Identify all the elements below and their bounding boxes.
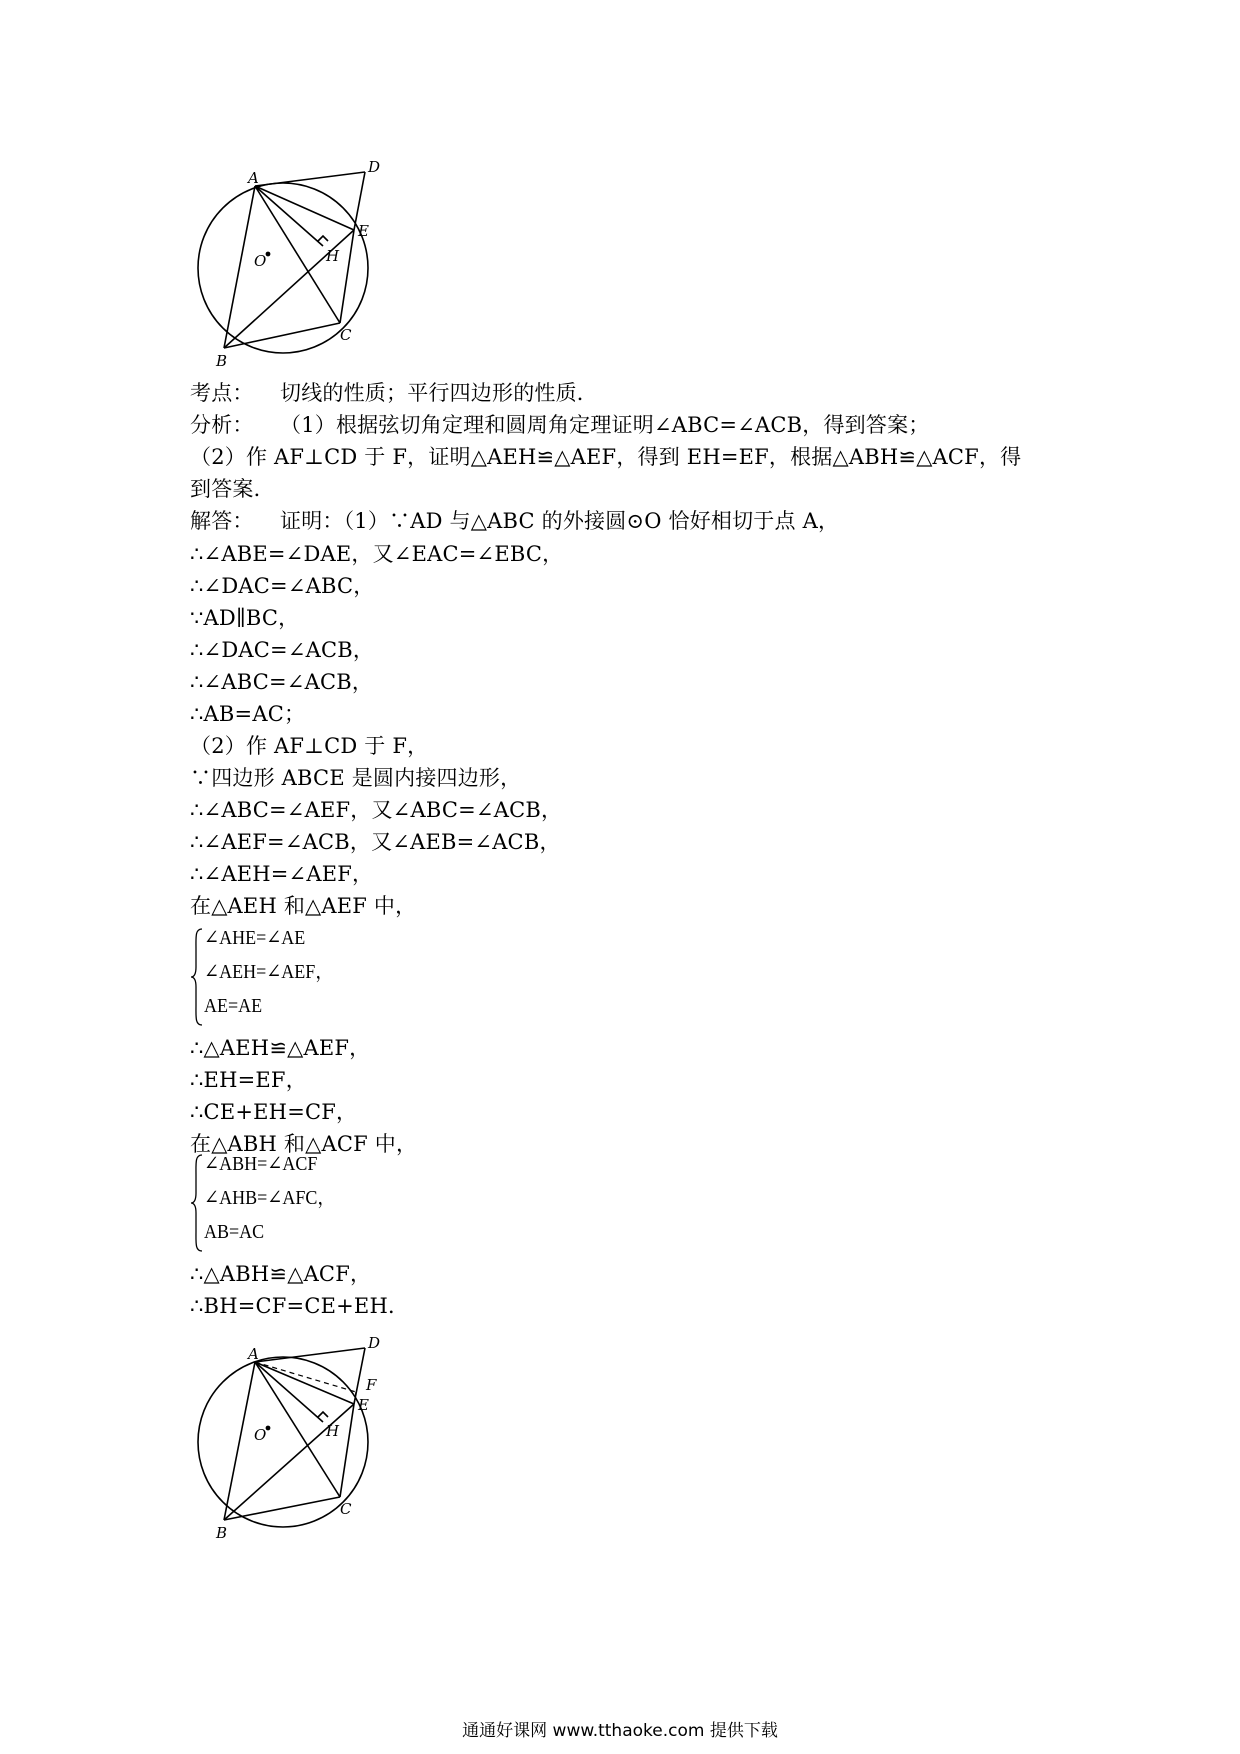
label-f: F	[366, 1376, 377, 1394]
proof-line: 在△ABH 和△ACF 中，	[190, 1132, 418, 1156]
jieda-text-1: 证明：（1）∵AD 与△ABC 的外接圆⊙O 恰好相切于点 A，	[280, 509, 840, 533]
label-d: D	[368, 1334, 381, 1352]
proof-line: ∴BH=CF=CE+EH．	[190, 1294, 410, 1318]
center-dot	[266, 1426, 271, 1431]
proof-line: ∴AB=AC；	[190, 702, 306, 726]
left-brace-icon	[190, 927, 204, 1027]
segment-ah	[255, 1362, 323, 1422]
geometry-figure-2	[180, 1334, 395, 1540]
label-o: O	[254, 252, 267, 270]
right-angle-mark	[318, 1412, 328, 1417]
label-h: H	[326, 247, 340, 265]
proof-line: 在△AEH 和△AEF 中，	[190, 894, 417, 918]
label-b: B	[216, 352, 228, 370]
system-2-row: AB=AC	[204, 1221, 265, 1243]
segment-ad	[255, 1348, 365, 1362]
system-1-row: ∠AEH=∠AEF，	[204, 961, 334, 983]
proof-line: ∴∠DAC=∠ABC，	[190, 574, 375, 598]
proof-line: ∴△AEH≌△AEF，	[190, 1036, 371, 1060]
proof-line: ∵AD∥BC，	[190, 606, 300, 630]
proof-line: （2）作 AF⊥CD 于 F，	[190, 734, 429, 758]
center-dot	[266, 252, 271, 257]
system-2-row: ∠ABH=∠ACF	[204, 1153, 318, 1175]
proof-line: ∵四边形 ABCE 是圆内接四边形，	[190, 766, 522, 790]
fenxi-line-3: 到答案．	[190, 477, 275, 501]
jieda-line	[190, 508, 839, 534]
proof-line: ∴EH=EF，	[190, 1068, 307, 1092]
label-e: E	[358, 1396, 369, 1414]
label-a: A	[248, 1345, 259, 1363]
proof-line: ∴∠ABC=∠AEF，又∠ABC=∠ACB，	[190, 798, 563, 822]
segment-ae	[255, 1362, 354, 1404]
label-o: O	[254, 1426, 267, 1444]
proof-line: ∴∠DAC=∠ACB，	[190, 638, 375, 662]
left-brace-icon	[190, 1153, 204, 1253]
jieda-label: 解答：	[190, 509, 254, 533]
proof-line: ∴∠AEF=∠ACB，又∠AEB=∠ACB，	[190, 830, 561, 854]
segment-ae	[255, 186, 354, 230]
label-d: D	[368, 158, 381, 176]
label-e: E	[358, 222, 369, 240]
fenxi-line	[190, 412, 929, 438]
proof-line: ∴∠AEH=∠AEF，	[190, 862, 374, 886]
proof-line: ∴CE+EH=CF，	[190, 1100, 358, 1124]
proof-line: ∴△ABH≌△ACF，	[190, 1262, 372, 1286]
system-1-row: AE=AE	[204, 995, 263, 1017]
figure-1-svg	[180, 158, 395, 368]
figure-2-svg	[180, 1334, 395, 1540]
label-h: H	[326, 1422, 340, 1440]
equation-system-2	[190, 1151, 410, 1255]
label-a: A	[248, 169, 259, 187]
fenxi-label: 分析：	[190, 413, 254, 437]
label-c: C	[340, 326, 352, 344]
segment-ad	[255, 172, 365, 186]
equation-system-1	[190, 925, 410, 1029]
geometry-figure-1	[180, 158, 395, 368]
system-2-row: ∠AHB=∠AFC，	[204, 1187, 336, 1209]
label-c: C	[340, 1500, 352, 1518]
fenxi-line-2: （2）作 AF⊥CD 于 F，证明△AEH≌△AEF，得到 EH=EF，根据△ABH≌△ACF，得	[190, 445, 1022, 469]
segment-ah	[255, 186, 323, 246]
segment-ec	[340, 230, 354, 323]
segment-cb	[224, 323, 340, 348]
right-angle-mark	[318, 236, 328, 241]
proof-line: ∴∠ABE=∠DAE，又∠EAC=∠EBC，	[190, 542, 564, 566]
kaodian-label: 考点：	[190, 381, 254, 405]
system-1-row: ∠AHE=∠AE	[204, 927, 306, 949]
kaodian-line	[190, 380, 598, 406]
kaodian-text: 切线的性质；平行四边形的性质．	[280, 381, 598, 405]
segment-ec	[340, 1404, 354, 1497]
fenxi-text-1: （1）根据弦切角定理和圆周角定理证明∠ABC=∠ACB，得到答案；	[280, 413, 930, 437]
label-b: B	[216, 1524, 228, 1542]
page-footer: 通通好课网 www.tthaoke.com 提供下载	[462, 1721, 778, 1741]
proof-line: ∴∠ABC=∠ACB，	[190, 670, 374, 694]
